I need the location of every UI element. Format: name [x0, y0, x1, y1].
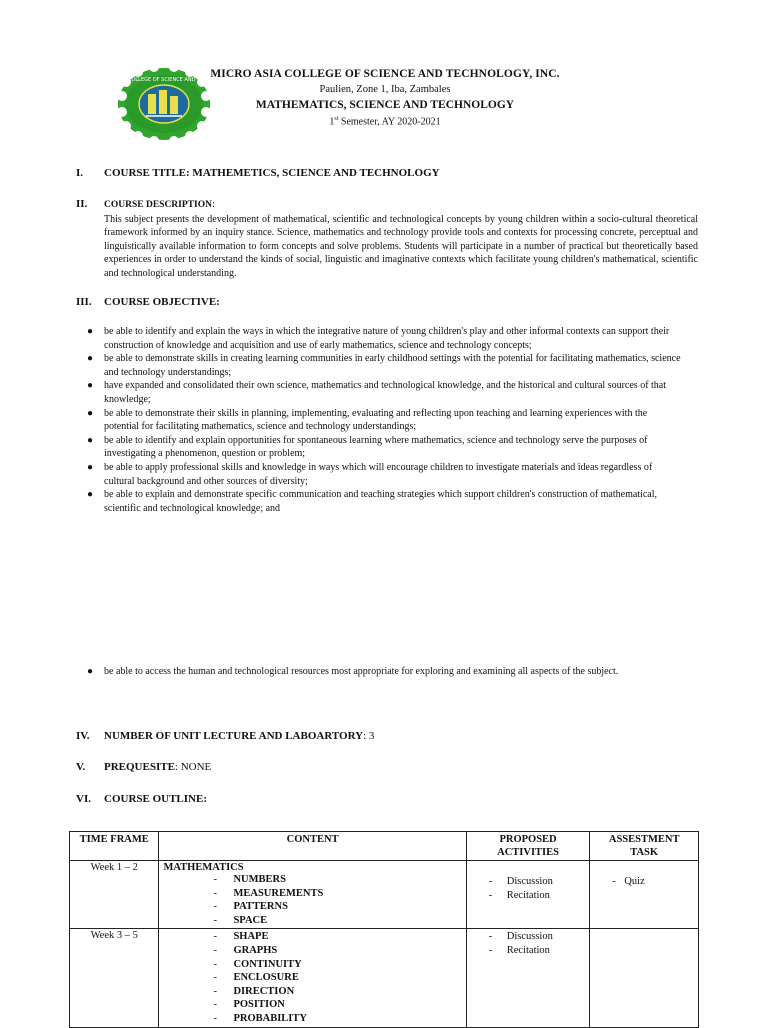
list-item: - SHAPE [213, 931, 269, 943]
list-item: - ENCLOSURE [213, 972, 299, 984]
list-item: - SPACE [213, 914, 268, 926]
list-item: - GRAPHS [213, 944, 278, 956]
list-item: ● be able to apply professional skills and knowledge in ways which will encourage children to investigate materials and ideas regardless of cultural background and other sources of diversity; [87, 461, 653, 487]
seal-lettering: MICRO ASIA COLLEGE OF SCIENCE AND TECHNOLOGY [96, 77, 232, 83]
activities-cell [466, 861, 590, 929]
course-outline-table [69, 831, 699, 1028]
list-item: ● be able to demonstrate their skills in planning, implementing, evaluating and reflecting upon teaching and learning experiences with the potential for facilitating mathematics, science and technology understandings; [87, 407, 648, 433]
list-item: ● be able to access the human and technological resources most appropriate for exploring and examining all aspects of the subject. [87, 666, 619, 677]
school-name: MICRO ASIA COLLEGE OF SCIENCE AND TECHNOLOGY, INC. [210, 68, 560, 80]
department-name: MATHEMATICS, SCIENCE AND TECHNOLOGY [255, 99, 515, 111]
list-item: ● be able to identify and explain opportunities for spontaneous learning where mathematics, science and technology serve the purposes of investigating a phenomenon, question or problem; [87, 434, 648, 460]
week-cell: Week 3 – 5 [70, 929, 159, 1027]
objectives-list [84, 325, 684, 515]
document-page: MICRO ASIA COLLEGE OF SCIENCE AND TECHNOLOGY MICRO ASIA COLLEGE OF SCIENCE AND TECHNOLOGY, INC. Paulien, Zone 1, Iba, Zambales MATHEMATICS, SCIENCE AND TECHNOLOGY 1st Semester, AY 2020-2021 I. COURSE TITLE: MATHEMETICS, SCIENCE AND TECHNOLOGY II. COURSE DESCRIPTION: This subject presents the development of mathematical, scientific and technological concepts by young children within a socio-cultural theoretical framework informed by an inquiry stance. Science, mathematics and technology provide tools and contexts for processing concrete, perceptual and linguistically available information to form concepts and solve problems. Students will participate in a number of practical but theoretically based experiences in order to understand the kinds of social, linguistic and imaginative contexts which facilitate young children's mathematical, scientific and technological understanding. III. COURSE OBJECTIVE: ● be able to identify and explain the ways in which the integrative nature of young children's play and other informal contexts can support their construction of knowledge and acquisition and use of early mathematics, science and technology concepts; ● be able to demonstrate skills in creating learning communities in early childhood settings with the potential for facilitating mathematics, science and technology understandings; ● have expanded and consolidated their own science, mathematics and technological knowledge, and the historical and cultural sources of that knowledge; ● be able to demonstrate their skills in planning, implementing, evaluating and reflecting upon teaching and learning experiences with the potential for facilitating mathematics, science and technology understandings; ● be able to identify and explain opportunities for spontaneous learning where mathematics, science and technology serve the purposes of investigating a phenomenon, question or problem; ● be able to apply professional skills and knowledge in ways which will encourage children to investigate materials and ideas regardless of cultural background and other sources of diversity; ● be able to explain and demonstrate specific communication and teaching strategies which support children's construction of mathematical, scientific and technological knowledge; and ● be able to access the human and technological resources most appropriate for exploring and examining all aspects of the subject. IV. NUMBER OF UNIT LECTURE AND LABOARTORY: 3 V. PREQUESITE: NONE VI. COURSE OUTLINE: TIME FRAME CONTENT PROPOSED ACTIVITIES ASSESTMENT TASK Week 1 – 2 MATHEMATICS - NUMBERS - MEASUREMENTS - PATTERNS - SPACE - Discussion - Recitation - Quiz Week 3 – 5 - SHAPE - GRAPHS - CONTINUITY - ENCLOSURE - DIRECTION - POSITION - PROBABILITY - Discussion - Recitation [0, 0, 768, 1024]
list-item: - Recitation [488, 944, 550, 956]
list-item: - Discussion [488, 931, 553, 943]
table-row [70, 861, 699, 929]
table-header-row [70, 832, 699, 861]
bullet-icon: ● [87, 434, 94, 446]
list-item: - DIRECTION [213, 985, 295, 997]
list-item: ● be able to explain and demonstrate specific communication and teaching strategies which support children's construction of mathematical, scientific and technological knowledge; and [87, 489, 658, 514]
tasks-cell [590, 861, 699, 929]
header-proposed-activities: PROPOSED ACTIVITIES [466, 832, 590, 861]
tasks-cell [590, 929, 699, 1027]
header-assessment-task: ASSESTMENT TASK [590, 832, 699, 861]
content-cell [159, 929, 466, 1027]
list-item: - Quiz [612, 876, 645, 887]
bullet-icon: ● [87, 407, 94, 419]
school-address: Paulien, Zone 1, Iba, Zambales [319, 84, 451, 95]
bullet-icon: ● [87, 380, 94, 392]
subject-label: MATHEMATICS [163, 862, 244, 873]
header-content: CONTENT [159, 832, 466, 861]
list-item: - Recitation [488, 889, 550, 901]
list-item: ● be able to identify and explain the ways in which the integrative nature of young children's play and other informal contexts can support their construction of knowledge and acquisition and use of early mathematics, science and technology concepts; [87, 326, 670, 351]
list-item: - PROBABILITY [213, 1012, 307, 1024]
activities-cell [466, 929, 590, 1027]
list-item: ● have expanded and consolidated their own science, mathematics and technological knowledge, and the historical and cultural sources of that knowledge; [87, 380, 667, 405]
list-item: - MEASUREMENTS [213, 887, 324, 899]
course-description-text: This subject presents the development of mathematical, scientific and technological concepts by young children within a socio-cultural theoretical framework informed by an inquiry stance. Science, mathematics and technology provide tools and contexts for processing concrete, perceptual and linguistically available information to form concepts and solve problems. Students will participate in a number of practical but theoretically based experiences in order to understand the kinds of social, linguistic and imaginative contexts which facilitate young children's mathematical, scientific and technological understanding. [104, 214, 698, 279]
week-cell: Week 1 – 2 [70, 861, 159, 929]
list-item: - POSITION [213, 999, 285, 1011]
bullet-icon: ● [87, 461, 94, 473]
bullet-icon: ● [87, 666, 94, 677]
list-item: - NUMBERS [213, 874, 286, 885]
college-seal-logo [96, 66, 232, 142]
header-time-frame: TIME FRAME [70, 832, 159, 861]
objectives-list-continued [84, 665, 684, 679]
list-item: - Discussion [488, 876, 553, 887]
bullet-icon: ● [87, 353, 94, 365]
content-cell [159, 861, 466, 929]
bullet-icon: ● [87, 326, 94, 337]
list-item: - CONTINUITY [213, 958, 302, 970]
list-item: ● be able to demonstrate skills in creating learning communities in early childhood settings with the potential for facilitating mathematics, science and technology understandings; [87, 353, 681, 378]
table-row [70, 929, 699, 1027]
bullet-icon: ● [87, 489, 94, 501]
semester-line: 1st Semester, AY 2020-2021 [329, 116, 441, 128]
list-item: - PATTERNS [213, 901, 288, 913]
